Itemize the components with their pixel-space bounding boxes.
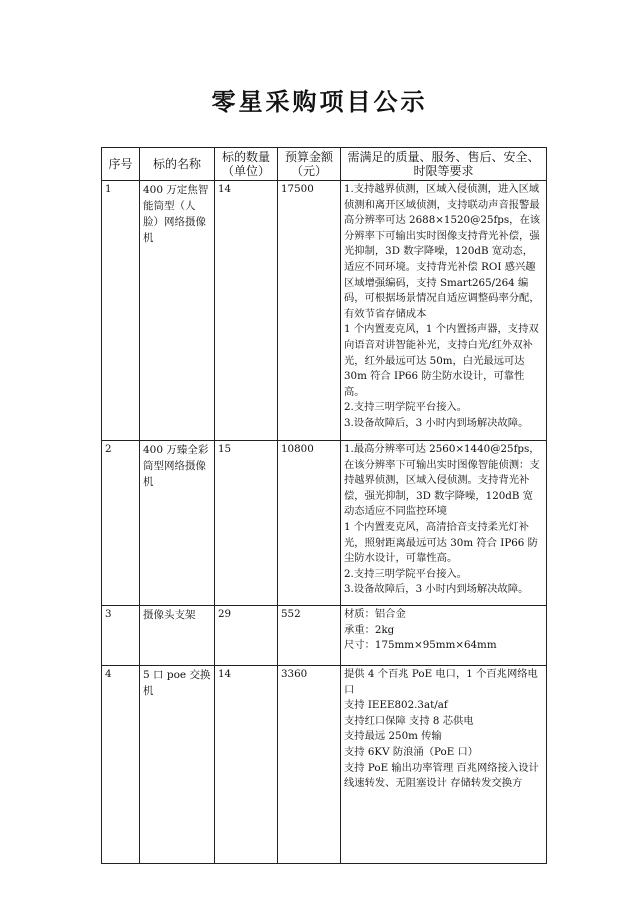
requirement-line: 2.支持三明学院平台接入。 <box>344 567 468 580</box>
table-row <box>102 441 547 606</box>
cell-name: 400 万臻全彩筒型网络摄像机 <box>140 441 215 606</box>
cell-qty: 15 <box>215 441 278 606</box>
cell-qty: 29 <box>215 606 278 666</box>
cell-requirements <box>341 441 547 606</box>
header-name: 标的名称 <box>140 148 215 181</box>
requirement-line: 支持 IEEE802.3at/af <box>344 699 448 712</box>
requirement-line: 支持 PoE 输出功率管理 百兆网络接入设计 <box>344 761 539 774</box>
header-qty: 标的数量（单位） <box>215 148 278 181</box>
requirement-line: 支持最远 250m 传输 <box>344 730 442 743</box>
requirement-line: 1.最高分辨率可达 2560×1440@25fps，在该分辨率下可输出实时图像智能侦测：支持越界侦测，区域入侵侦测。支持背光补偿，强光抑制，3D 数字降噪，120dB 宽动态适应不同监控环境 <box>344 443 540 518</box>
cell-budget: 552 <box>278 606 341 666</box>
cell-requirements <box>341 606 547 666</box>
cell-requirements <box>341 181 547 441</box>
cell-requirements <box>341 666 547 864</box>
cell-qty: 14 <box>215 666 278 864</box>
table-row <box>102 666 547 864</box>
cell-seq: 4 <box>102 666 140 864</box>
cell-budget: 17500 <box>278 181 341 441</box>
cell-seq: 3 <box>102 606 140 666</box>
procurement-table <box>101 147 547 864</box>
requirement-line: 1 个内置麦克风，1 个内置扬声器，支持双向语音对讲智能补光，支持白光/红外双补光，红外最远可达 50m，白光最远可达 30m 符合 IP66 防尘防水设计，可靠性高。 <box>344 323 539 398</box>
cell-budget: 10800 <box>278 441 341 606</box>
cell-name: 5 口 poe 交换机 <box>140 666 215 864</box>
requirement-line: 线速转发、无阻塞设计 存储转发交换方 <box>344 777 523 790</box>
requirement-line: 2.支持三明学院平台接入。 <box>344 401 468 414</box>
cell-seq: 2 <box>102 441 140 606</box>
header-budget: 预算金额（元） <box>278 148 341 181</box>
requirement-line: 提供 4 个百兆 PoE 电口，1 个百兆网络电口 <box>344 668 538 696</box>
table-row <box>102 606 547 666</box>
requirement-line: 尺寸：175mm×95mm×64mm <box>344 639 497 652</box>
cell-qty: 14 <box>215 181 278 441</box>
table-row <box>102 181 547 441</box>
requirement-line: 支持 6KV 防浪涌（PoE 口） <box>344 745 479 758</box>
cell-budget: 3360 <box>278 666 341 864</box>
cell-name: 400 万定焦智能筒型（人脸）网络摄像机 <box>140 181 215 441</box>
header-requirements: 需满足的质量、服务、售后、安全、时限等要求 <box>341 148 547 181</box>
requirement-line: 承重：2kg <box>344 623 395 636</box>
requirement-line: 1.支持越界侦测，区域入侵侦测，进入区域侦测和离开区域侦测，支持联动声音报警最高分辨率可达 2688×1520@25fps，在该分辨率下可输出实时图像支持背光补偿，强光抑制，3D 数字降噪，120dB 宽动态，适应不同环境。支持背光补偿 ROI 感兴趣区域增强编码，支持 Smart265/264 编码，可根据场景情况自适应调整码率分配，有效节省存储成本 <box>344 183 541 320</box>
requirement-line: 3.设备故障后，3 小时内到场解决故障。 <box>344 416 529 429</box>
requirement-line: 3.设备故障后，3 小时内到场解决故障。 <box>344 583 529 596</box>
requirement-line: 支持红口保障 支持 8 芯供电 <box>344 714 474 727</box>
cell-name: 摄像头支架 <box>140 606 215 666</box>
cell-seq: 1 <box>102 181 140 441</box>
document-title: 零星采购项目公示 <box>211 87 428 116</box>
requirement-line: 1 个内置麦克风，高清拾音支持柔光灯补光，照射距离最远可达 30m 符合 IP66 防尘防水设计，可靠性高。 <box>344 520 538 565</box>
header-seq: 序号 <box>102 148 140 181</box>
table-header-row <box>102 148 547 181</box>
requirement-line: 材质：铝合金 <box>344 608 406 620</box>
